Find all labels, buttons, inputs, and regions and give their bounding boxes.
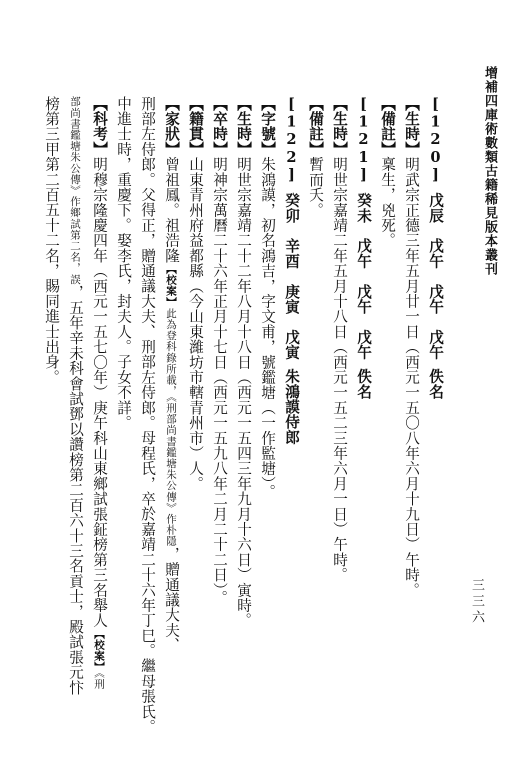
field-text: 朱鴻謨，初名鴻吉，字文甫，號鑑塘（一作監塘）。 — [259, 156, 276, 500]
series-title: 增補四庫術數類古籍稀見版本叢刊 — [482, 66, 497, 276]
field-label: 【生時】 — [235, 96, 252, 157]
entry-122-exam-line2 — [67, 96, 82, 695]
entry-122-family-line3 — [115, 96, 130, 430]
field-text: 稟生，兇死。 — [379, 156, 396, 249]
collation-note-label: 【校案】 — [93, 628, 105, 673]
field-text: 中進士時，重慶下。娶李氏，封夫人。子女不詳。 — [115, 96, 132, 431]
field-text: 明世宗嘉靖二十二年八月十八日（西元一五四三年九月十六日）寅時。 — [235, 156, 252, 629]
entry-122-style — [259, 96, 274, 499]
field-label: 【卒時】 — [211, 96, 228, 157]
entry-122-exam-line3 — [43, 96, 58, 385]
collation-note: 部尚書鑑塘朱公傳》作鄉試第二名，誤 — [69, 96, 81, 285]
field-label: 【字號】 — [259, 96, 276, 157]
field-text: ，五年辛未科會試鄧以讚榜第二百六十三名貢士，殿試張元忭 — [67, 284, 84, 696]
subject-name: 佚名 — [355, 368, 372, 400]
field-text: 山東青州府益都縣（今山東濰坊市轄青州市）人。 — [187, 156, 204, 492]
entry-122-exam-line1 — [91, 96, 106, 689]
field-text: 明世宗嘉靖二年五月十八日（西元一五二三年六月一日）午時。 — [331, 156, 348, 583]
entry-122-family-line1 — [163, 96, 178, 653]
entry-120-note — [379, 96, 394, 248]
collation-note: 《刑 — [93, 672, 105, 690]
entry-122-birth — [235, 96, 250, 628]
bazi-pillars: 癸未 戊午 戊午 戊午 — [355, 192, 372, 360]
entry-number: [122] — [283, 96, 300, 184]
page-number: 三三六 — [469, 578, 484, 626]
field-label: 【科考】 — [91, 96, 108, 157]
entry-122-heading — [283, 96, 298, 445]
entry-121-birth — [331, 96, 346, 582]
collation-note: 此為登科錄所載，《刑部尚書鑑塘朱公傳》作朴隱 — [165, 307, 177, 547]
entry-120-birth — [403, 96, 418, 598]
field-text: 明神宗萬曆二十六年正月十七日（西元一五九八年二月二十二日）。 — [211, 156, 228, 606]
entry-121-heading — [355, 96, 370, 399]
field-text: ，贈通議大夫、 — [163, 546, 180, 653]
field-text: 刑部左侍郎。父得正，贈通議大夫、刑部左侍郎。母程氏，卒於嘉靖二十六年丁巳。繼母張氏。 — [139, 96, 156, 735]
field-label: 【備註】 — [307, 96, 324, 157]
entry-120-heading — [427, 96, 442, 399]
collation-note-label: 【校案】 — [165, 263, 177, 308]
entry-number: [121] — [355, 96, 372, 184]
bazi-pillars: 癸卯 辛酉 庚寅 戊寅 — [283, 192, 300, 360]
field-label: 【籍貫】 — [187, 96, 204, 157]
entry-122-family-line2 — [139, 96, 154, 734]
entry-121-note — [307, 96, 322, 218]
field-label: 【生時】 — [331, 96, 348, 157]
field-text: 暫而夭。 — [307, 156, 324, 218]
field-label: 【生時】 — [403, 96, 420, 157]
bazi-pillars: 戊辰 戊午 戊午 戊午 — [427, 192, 444, 360]
field-label: 【家狀】 — [163, 96, 180, 157]
field-label: 【備註】 — [379, 96, 396, 157]
field-text: 曾祖鳳。祖浩隆 — [163, 156, 180, 264]
field-text: 明穆宗隆慶四年（西元一五七〇年）庚午科山東鄉試張鉦榜第三名舉人 — [91, 156, 108, 629]
entry-122-origin — [187, 96, 202, 491]
entry-122-death — [211, 96, 226, 606]
subject-name: 佚名 — [427, 368, 444, 400]
entry-number: [120] — [427, 96, 444, 184]
field-text: 榜第三甲第二百五十二名，賜同進士出身。 — [43, 96, 60, 385]
subject-name: 朱鴻謨侍郎 — [283, 368, 300, 445]
field-text: 明武宗正德三年五月廿一日（西元一五〇八年六月十九日）午時。 — [403, 156, 420, 598]
